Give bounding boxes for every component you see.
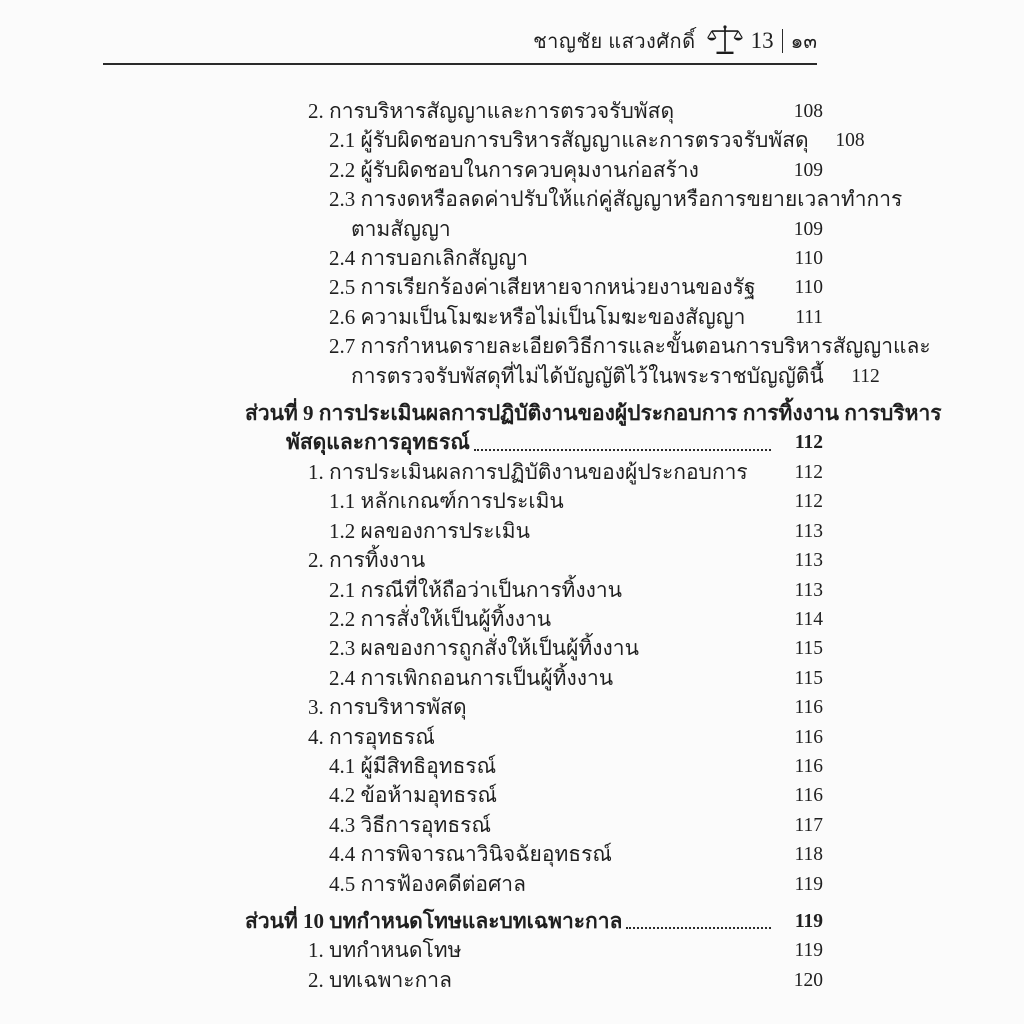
toc-entry-label: 4.4 การพิจารณาวินิจฉัยอุทธรณ์: [329, 842, 612, 867]
toc-entry-continuation: [245, 362, 880, 391]
toc-entry-label: 2.2 ผู้รับผิดชอบในการควบคุมงานก่อสร้าง: [329, 157, 699, 182]
toc-entry-page: [941, 332, 987, 361]
toc-entry: [245, 634, 823, 663]
toc-section-label: ส่วนที่ 10 บทกำหนดโทษและบทเฉพาะกาล: [245, 908, 623, 933]
toc-entry: [245, 723, 823, 752]
toc-entry: [245, 811, 823, 840]
toc-entry-page: 114: [794, 608, 823, 630]
toc-entry-label: ตามสัญญา: [351, 216, 451, 241]
toc-entry-page: 116: [794, 785, 823, 807]
toc-entry-page: 113: [794, 579, 823, 601]
toc-entry-label: 2.4 การบอกเลิกสัญญา: [329, 246, 529, 271]
toc-entry: [245, 936, 823, 965]
toc-entry-label: 1.1 หลักเกณฑ์การประเมิน: [329, 489, 564, 514]
toc-entry-label: 2.3 ผลของการถูกสั่งให้เป็นผู้ทิ้งงาน: [329, 636, 639, 661]
toc-entry-label: 2.6 ความเป็นโมฆะหรือไม่เป็นโมฆะของสัญญา: [329, 304, 746, 329]
toc-entry-label: 4.3 วิธีการอุทธรณ์: [329, 812, 491, 837]
toc-entry-page: 115: [794, 638, 823, 660]
toc-entry-page: 118: [794, 844, 823, 866]
toc-entry-label: 2. บทเฉพาะกาล: [308, 967, 452, 992]
toc-entry: [245, 97, 823, 126]
toc-entry-label: 2.5 การเรียกร้องค่าเสียหายจากหน่วยงานของรัฐ: [329, 275, 756, 300]
toc-entry: [245, 332, 931, 361]
toc-entry-label: 2. การบริหารสัญญาและการตรวจรับพัสดุ: [308, 99, 675, 123]
toc-section-header-continuation: [245, 428, 823, 457]
toc-entry-page: 116: [794, 726, 823, 748]
toc-entry-label: 2.7 การกำหนดรายละเอียดวิธีการและขั้นตอนการบริหารสัญญาและ: [329, 334, 931, 359]
author-name: ชาญชัย แสวงศักดิ์: [533, 31, 696, 53]
toc-entry: [245, 605, 823, 634]
toc-entry: [245, 840, 823, 869]
leader-dots: [474, 449, 771, 451]
toc-entry-page: 115: [794, 667, 823, 689]
toc-entry-page: 108: [793, 101, 823, 122]
toc-section-label: พัสดุและการอุทธรณ์: [286, 430, 470, 455]
scales-of-justice-icon: [706, 24, 744, 58]
toc-entry: [245, 185, 903, 214]
toc-entry-label: การตรวจรับพัสดุที่ไม่ได้บัญญัติไว้ในพระราชบัญญัตินี้: [351, 363, 824, 388]
toc-entry: [245, 126, 865, 155]
toc-entry-page: 119: [794, 940, 823, 962]
toc-entry-page: 111: [795, 306, 823, 328]
toc-section-page: [952, 399, 998, 428]
toc-entry-continuation: [245, 215, 823, 244]
toc-entry-label: 2.1 ผู้รับผิดชอบการบริหารสัญญาและการตรวจรับพัสดุ: [329, 128, 809, 153]
toc-entry-page: 108: [835, 130, 865, 152]
toc-entry: [245, 156, 823, 185]
toc-entry: [245, 487, 823, 516]
toc-entry-page: 117: [794, 814, 823, 836]
toc-entry-label: 2.2 การสั่งให้เป็นผู้ทิ้งงาน: [329, 606, 552, 631]
toc-section-page: 119: [794, 910, 823, 932]
toc-entry-page: 119: [794, 873, 823, 895]
toc-entry-page: 116: [794, 697, 823, 719]
toc-entry: [245, 517, 823, 546]
table-of-contents: [245, 97, 942, 995]
toc-entry: [245, 273, 823, 302]
toc-entry-label: 4.2 ข้อห้ามอุทธรณ์: [329, 783, 497, 808]
toc-section-page: 112: [794, 432, 823, 454]
toc-entry-label: 1. บทกำหนดโทษ: [308, 938, 462, 963]
toc-section-header: [245, 399, 942, 428]
page-number-thai: ๑๓: [790, 31, 817, 53]
toc-entry-page: 112: [851, 365, 880, 387]
toc-entry-page: 113: [794, 520, 823, 542]
toc-entry-label: 2.3 การงดหรือลดค่าปรับให้แก่คู่สัญญาหรือการขยายเวลาทำการ: [329, 187, 903, 212]
toc-entry-page: [912, 185, 958, 214]
page-header: [103, 24, 817, 65]
toc-section-label: ส่วนที่ 9 การประเมินผลการปฏิบัติงานของผู้ประกอบการ การทิ้งงาน การบริหาร: [245, 401, 942, 426]
toc-entry-label: 1.2 ผลของการประเมิน: [329, 518, 530, 543]
toc-entry: [245, 664, 823, 693]
toc-entry: [245, 244, 823, 273]
toc-entry-label: 3. การบริหารพัสดุ: [308, 695, 467, 720]
toc-entry-page: 110: [794, 277, 823, 299]
toc-section-header: [245, 907, 823, 936]
toc-entry-page: 120: [793, 969, 823, 991]
toc-entry: [245, 303, 823, 332]
toc-entry-label: 2.4 การเพิกถอนการเป็นผู้ทิ้งงาน: [329, 665, 614, 690]
toc-entry: [245, 752, 823, 781]
toc-entry: [245, 458, 823, 487]
toc-entry: [245, 693, 823, 722]
toc-entry-label: 4.5 การฟ้องคดีต่อศาล: [329, 871, 526, 896]
toc-entry-label: 4. การอุทธรณ์: [308, 724, 435, 749]
toc-entry: [245, 781, 823, 810]
toc-entry-page: 109: [793, 218, 823, 240]
toc-entry-page: 112: [794, 461, 823, 483]
leader-dots: [626, 927, 771, 929]
toc-entry-page: 116: [794, 755, 823, 777]
toc-entry: [245, 870, 823, 899]
toc-entry: [245, 546, 823, 575]
toc-entry-label: 1. การประเมินผลการปฏิบัติงานของผู้ประกอบการ: [308, 459, 748, 484]
page-number-arabic: 13: [750, 28, 774, 53]
toc-entry-page: 112: [794, 491, 823, 513]
toc-entry: [245, 576, 823, 605]
toc-entry-page: 109: [793, 159, 823, 181]
toc-entry: [245, 966, 823, 995]
page-number-divider: [782, 29, 783, 53]
toc-entry-label: 4.1 ผู้มีสิทธิอุทธรณ์: [329, 753, 497, 778]
toc-entry-label: 2. การทิ้งงาน: [308, 548, 426, 573]
toc-entry-label: 2.1 กรณีที่ให้ถือว่าเป็นการทิ้งงาน: [329, 577, 622, 602]
toc-entry-page: 113: [794, 550, 823, 572]
toc-entry-page: 110: [794, 248, 823, 270]
